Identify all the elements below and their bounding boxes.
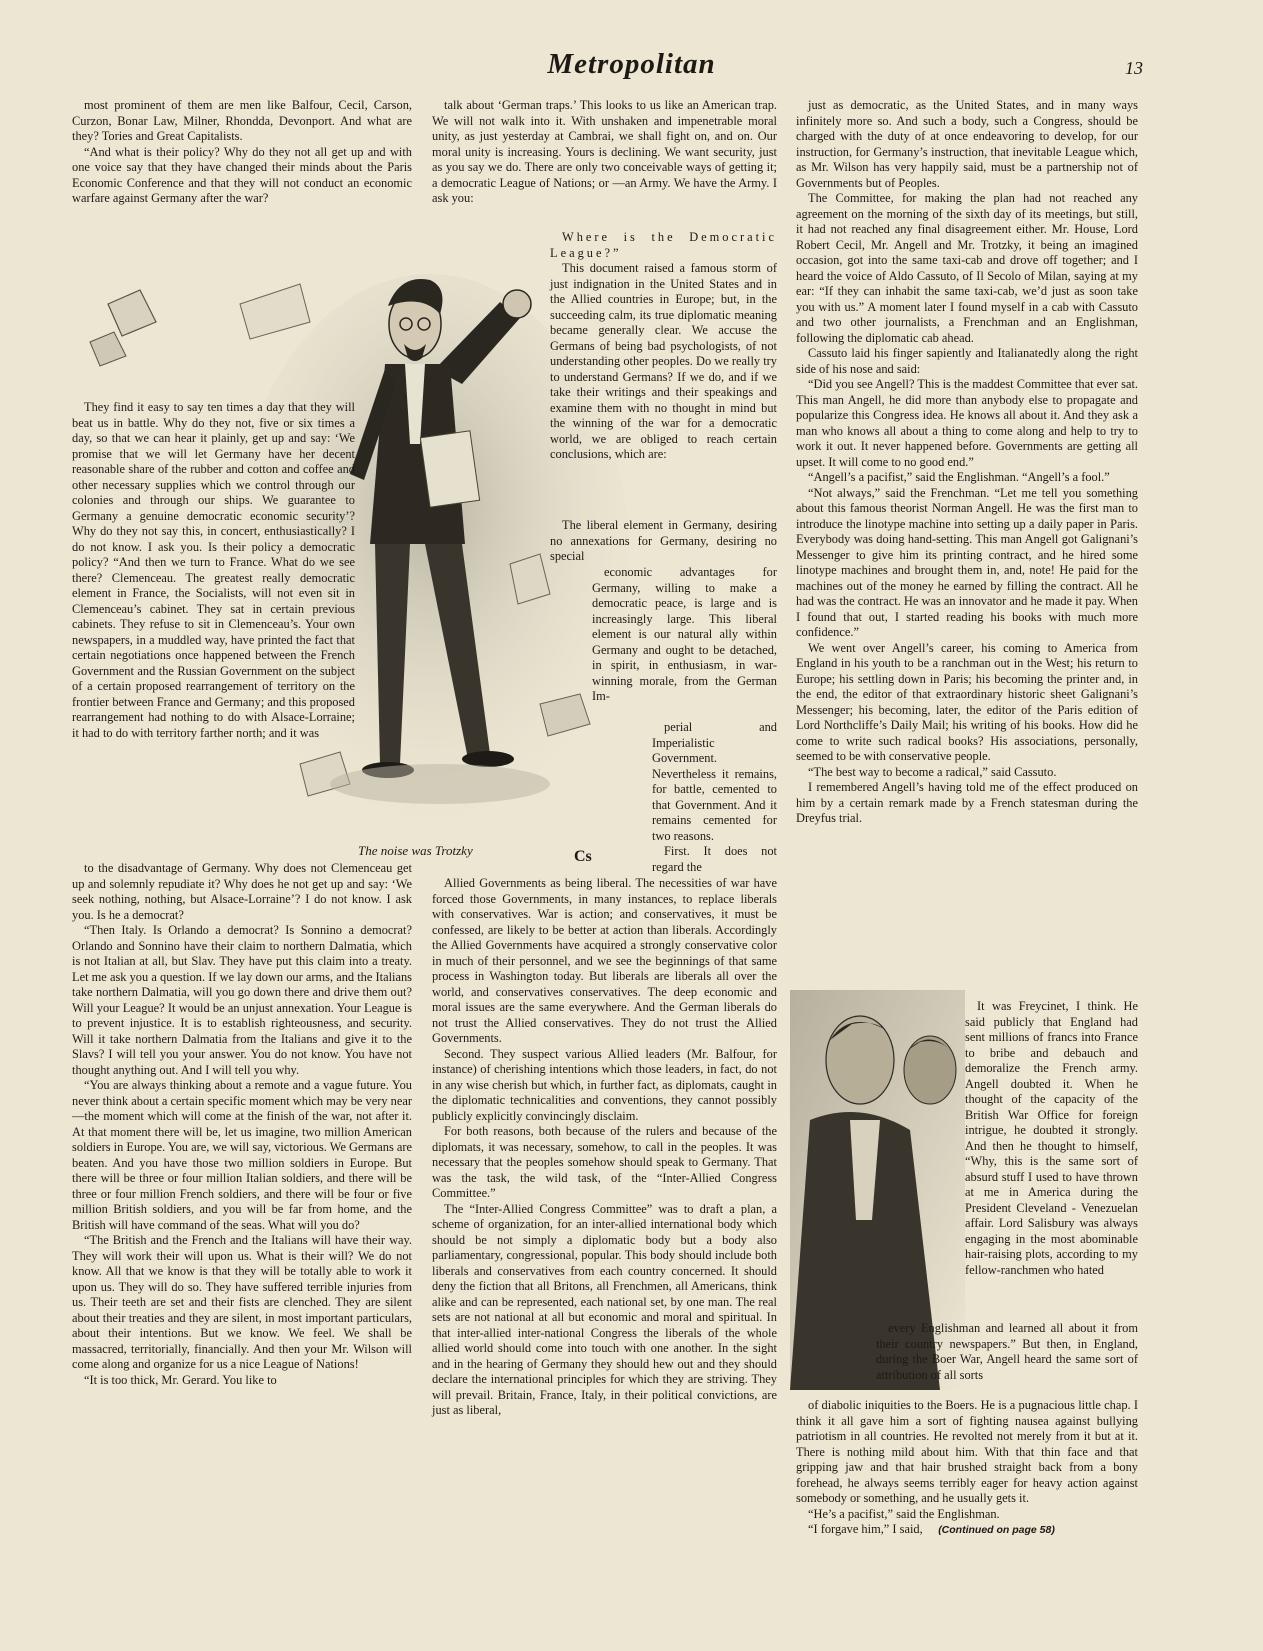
- paragraph: of diabolic iniquities to the Boers. He is a pugnacious little chap. I think it all gave him a sort of fighting nausea against bullying patriotism in all countries. He revolted not merely from it but at it. There is nothing mild about him. With that thin face and that gripping jaw and that hair brushed straight back from a bony forehead, he always seems terribly eager for heavy action against somebody or something, and he usually gets it.: [796, 1398, 1138, 1505]
- paragraph: “The best way to become a radical,” said Cassuto.: [808, 764, 1057, 779]
- col3-bottom: [796, 1398, 1138, 1539]
- paragraph: “Angell’s a pacifist,” said the Englishman. “Angell’s a fool.”: [808, 470, 1110, 484]
- col2-wrap-2: [550, 518, 777, 565]
- paragraph: I remembered Angell’s having told me of the effect produced on him by a certain remark made by a French statesman during the Dreyfus trial.: [796, 780, 1138, 825]
- paragraph: economic advantages for Germany, willing to make a democratic peace, is large and is increasingly large. This liberal element is our natural ally within Germany and ought to be detached, in spirit, in enthusiasm, in war-winning morale, from the German Im-: [592, 565, 777, 703]
- col3-top: [796, 98, 1138, 827]
- paragraph: to the disadvantage of Germany. Why does not Clemenceau get up and solemnly repudiate it? Why does he not get up and say: ‘We seek nothing, nothing, but Alsace-Lorraine’? I do not know. I ask you. Is he a democrat?: [72, 861, 412, 922]
- paragraph: The “Inter-Allied Congress Committee” was to draft a plan, a scheme of organization, for an inter-allied international body which should be not simply a diplomatic body but a body also parliamentary, congressional, popular. This body should include both liberals and conservatives from each country concerned. It should deny the fiction that all Britons, all Frenchmen, all Americans, think alike and can be represented, each national set, by one man. The real sets are not national at all but economic and moral and spiritual. In that inter-allied inter-national Congress the liberals of the whole allied world should come into touch with one another. In the sight and in the hearing of Germany they should hew out and they should declare the international principles for which they are striving. They will prevail. Britain, France, Italy, in their political convictions, are just as liberal,: [432, 1201, 777, 1417]
- paragraph: Allied Governments as being liberal. The necessities of war have forced those Governments, in many instances, to replace liberals with conservatives. War is action; and conservatives, it must be confessed, are likely to be better at action than liberals. Accordingly the Allied Governments have acquired a strongly conservative color in much of their personnel, and we see the beginnings of that same process in Washington today. But liberals are liberals all over the world, and conservatives conservatives. The deep economic and moral issues are the same everywhere. And the German liberals do not trust the Allied conservatives. They do not trust the Allied Governments.: [432, 876, 777, 1045]
- col3-wrap: [965, 999, 1138, 1278]
- col2-bottom: [432, 876, 777, 1419]
- col3-wrap-b: [876, 1321, 1138, 1383]
- col1-top: [72, 98, 412, 207]
- paragraph: Cassuto laid his finger sapiently and Italianatedly along the right side of his nose and said:: [796, 346, 1138, 376]
- paragraph: just as democratic, as the United States, and in many ways infinitely more so. And such a body, such a Congress, should be charged with the duty of at once endeavoring to develop, for our instruction, for Germany’s instruction, that inevitable League which, as Mr. Wilson has very happily said, must be a partnership not of Governments but of Peoples.: [796, 98, 1138, 190]
- paragraph: “Then Italy. Is Orlando a democrat? Is Sonnino a democrat? Orlando and Sonnino have their claim to northern Dalmatia, which is not Italian at all, but Slav. They have put this claim into a treaty. Let me ask you a question. If we lay down our arms, and the Italians take northern Dalmatia, will you go down there and drive them out? Will your League? It would be an unjust annexation. Your League is to prevent injustice. It is to establish righteousness, and security. Will it take northern Dalmatia from the Italians and give it to the Slavs? I will tell you your answer. You do not know. You have not thought anything out. And I will tell you why.: [72, 923, 412, 1077]
- paragraph: For both reasons, both because of the rulers and because of the diplomats, it was necessary, somehow, to call in the peoples. It was necessary that the peoples somehow should speak to Germany. That was the task, the wild task, of the “Inter-Allied Congress Committee.”: [432, 1124, 777, 1200]
- col2-top: [432, 98, 777, 207]
- paragraph: It was Freycinet, I think. He said publicly that England had sent millions of francs into France to bribe and debauch and demoralize the French army. Angell doubted it. When he thought of the capacity of the British War Office for foreign intrigue, he doubted it strongly. And then he thought to himself, “Why, this is the same sort of absurd stuff I used to have thrown at me in America during the President Cleveland - Venezuelan affair. Lord Salisbury was always engaging in the most abominable hair-raising plots, according to my fellow-ranchmen who hated: [965, 999, 1138, 1277]
- paragraph: “You are always thinking about a remote and a vague future. You never think about a certain specific moment which may be very near—the moment which will come at the finish of the war, not after it. At that moment there will be, let us imagine, two million American soldiers in Europe. You are, we will say, victorious. We Germans are beaten. And you have those two million soldiers in Europe. But there will be three or four million Italian soldiers, and there will be three or four million French soldiers, and there will be four or five million British soldiers, and you will be far from home, and the British will have command of the seas. What will you do?: [72, 1078, 413, 1232]
- paragraph: We went over Angell’s career, his coming to America from England in his youth to be a ranchman out in the West; his return to Europe; his settling down in Paris; his becoming the printer and, in the end, the editor of that extraordinary historic sheet Galignani’s Messenger; his becoming, later, the editor of the Paris edition of Lord Northcliffe’s Daily Mail; his writing of his books. How did he come to write such radical books? His associations, personally, seemed to be with conservative people.: [796, 640, 1138, 763]
- paragraph: The liberal element in Germany, desiring no annexations for Germany, desiring no special: [550, 518, 777, 563]
- closing-line: “I forgave him,” I said,: [808, 1522, 923, 1536]
- paragraph: First. It does not regard the: [652, 844, 777, 874]
- continued-note: (Continued on page 58): [938, 1524, 1055, 1536]
- paragraph: “Not always,” said the Frenchman. “Let me tell you something about this famous theorist Norman Angell. He was the first man to introduce the linotype machine into setting up a daily paper in Paris. Everybody was doing hand-setting. This man Angell got Galignani’s Messenger to give him its printing contract, and he hired some linotype machines and brought them in, and, note! He paid for the machines out of the money he earned by filling the contract. All he had was the contract. He was an innovator and he made it pay. When I found that out, I started reading his books with much more confidence.”: [796, 485, 1138, 639]
- paragraph: They find it easy to say ten times a day that they will beat us in battle. Why do they not, five or six times a day, so that we can hear it plainly, get up and say: ‘We promise that we will let Germany have her decent reasonable share of the rubber and cotton and coffee and other necessary supplies which we control through our colonies and through our ships. We guarantee to Germany a genuine democratic economic security’? Why do they not say this, in concert, enthusiastically? I do not know. I ask you. Is their policy a democratic policy? “And then we turn to France. What do we see there? Clemenceau. The greatest really democratic element in France, the Socialists, will not even sit in Clemenceau’s cabinet. They sat in certain previous cabinets. They refuse to sit in Clemenceau’s. Your own newspapers, in a muddled way, have printed the fact that certain negotiations once happened between the French Government and the Russian Government on the subject of a certain proposed rearrangement of territory on the frontier between France and Germany; and this proposed rearrangement had nothing to do with Alsace-Lorraine; it had to do with territory farther north; and it was: [72, 400, 355, 740]
- col1-middle: [72, 400, 355, 741]
- illustration-caption: The noise was Trotzky: [358, 843, 473, 858]
- paragraph: [796, 1522, 1138, 1539]
- paragraph: This document raised a famous storm of just indignation in the United States and in the Allied countries in Europe; but, in the succeeding calm, its true diplomatic meaning became generally clear. We accuse the Germans of being bad psychologists, of not understanding other peoples. Do we really try to understand Germans? If we do, and if we take their writings and their speakings and examine them with no thought in mind but the winning of the war for a democratic world, we are obliged to reach certain conclusions, which are:: [550, 261, 777, 461]
- col1-bottom: [72, 861, 412, 1388]
- paragraph: The Committee, for making the plan had not reached any agreement on the morning of the sixth day of its meetings, but still, it had not reached any final disagreement either. Mr. House, Lord Robert Cecil, Mr. Angell and Mr. Trotzky, it being an imagined occasion, got into the same taxi-cab and drove off together; and I heard the voice of Aldo Cassuto, of Il Secolo of Milan, saying at my ear: “If they can inhabit the same taxi-cab, we’d just as soon take you with us.” A moment later I found myself in a cab with Cassuto and two other journalists, a Frenchman and an Englishman, following the diplomatic cab ahead.: [796, 191, 1138, 345]
- col2-wrap-1: [550, 230, 777, 463]
- paragraph: most prominent of them are men like Balfour, Cecil, Carson, Curzon, Bonar Law, Milner, Rhondda, Devonport. And what are they? Tories and Great Capitalists.: [72, 98, 412, 143]
- paragraph: “Did you see Angell? This is the maddest Committee that ever sat. This man Angell, he did more than anybody else to propagate and popularize this Congress idea. He knows all about it. And they ask a man who knows all about a thing to come along and help to try to work it out. It never happened before. Governments are getting all upset. It will come to no good end.”: [796, 377, 1138, 469]
- paragraph: talk about ‘German traps.’ This looks to us like an American trap. We will not walk into it. With unshaken and impenetrable moral unity, as just yesterday at Cambrai, we shall fight on, and on. Our moral unity is increasing. Yours is declining. We want security, just as you say we do. There are only two conceivable ways of getting it; a democratic League of Nations; or —an Army. We have the Army. I ask you:: [432, 98, 777, 205]
- paragraph: “He’s a pacifist,” said the Englishman.: [808, 1506, 1000, 1521]
- paragraph: Second. They suspect various Allied leaders (Mr. Balfour, for instance) of cherishing intentions which those leaders, in fact, do not in any wise cherish but which, in further fact, as diplomats, caught in the diplomatic technicalities and conventions, they cannot possibly publicly explicitly convincingly disclaim.: [432, 1046, 777, 1123]
- artist-signature: Cs: [574, 848, 592, 865]
- paragraph: “It is too thick, Mr. Gerard. You like to: [84, 1372, 277, 1387]
- paragraph: Where is the Democratic League?”: [550, 230, 777, 260]
- page-number: 13: [1125, 58, 1143, 78]
- paragraph: every Englishman and learned all about it from their country newspapers.” But then, in England, during the Boer War, Angell heard the same sort of attribution of all sorts: [876, 1321, 1138, 1382]
- masthead: Metropolitan: [547, 48, 716, 80]
- paragraph: “The British and the French and the Italians will have their way. They will work their will upon us. What is their will? We do not know. All that we know is that they will be totally able to work it upon us. They will do so. They have suffered terrible injuries from us. Their teeth are set and their fists are clenched. They are silent about their treaties and they are silent, in most important particulars, about their intentions. But we know. We feel. We shall be massacred, territorially, financially. And then your Mr. Wilson will come along and organize for us a nice League of Nations!: [72, 1233, 412, 1371]
- paragraph: perial and Imperialistic Government. Nevertheless it remains, for battle, cemented to that Government. And it remains cemented for two reasons.: [652, 720, 777, 843]
- paragraph: “And what is their policy? Why do they not all get up and with one voice say that they have changed their minds about the Paris Economic Conference and that they will not conduct an economic warfare against Germany after the war?: [72, 144, 412, 205]
- col2-wrap-4: [652, 720, 777, 875]
- col2-wrap-3: [592, 565, 777, 705]
